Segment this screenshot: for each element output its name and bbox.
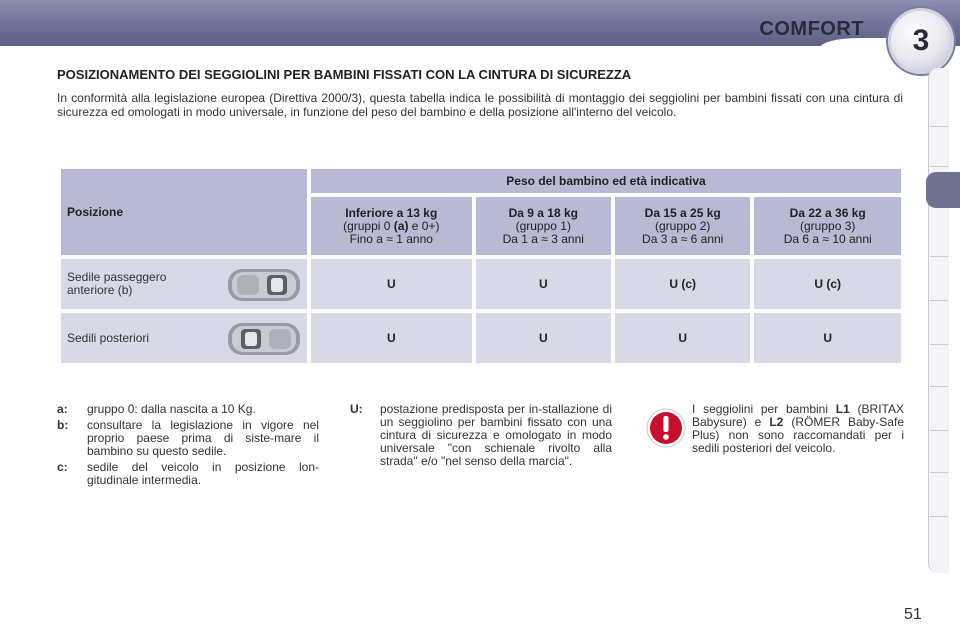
car-rear-seat-icon — [227, 321, 301, 357]
section-title: POSIZIONAMENTO DEI SEGGIOLINI PER BAMBINI FISSATI CON LA CINTURA DI SICUREZZA — [57, 67, 632, 82]
column-header: Da 15 a 25 kg (gruppo 2) Da 3 a ≈ 6 anni — [615, 197, 750, 255]
table-cell: U — [476, 313, 611, 363]
tab-divider — [930, 430, 948, 431]
car-front-seat-icon — [227, 267, 301, 303]
table-cell: U (c) — [754, 259, 901, 309]
weight-group-header: Peso del bambino ed età indicativa — [311, 169, 901, 193]
chapter-tab-active[interactable] — [926, 172, 960, 208]
tab-divider — [930, 516, 948, 517]
position-header: Posizione — [61, 169, 307, 255]
child-seat-table — [57, 165, 905, 367]
tab-divider — [930, 256, 948, 257]
table-cell: U (c) — [615, 259, 750, 309]
page-number: 51 — [904, 606, 922, 623]
footnote-u: U: postazione predisposta per in-stallazione di un seggiolino per bambini fissato con una cintura di sicurezza e omologato in modo universale "con schienale rivolto alla strada" e/o "nel senso della marcia". — [350, 402, 612, 468]
tab-divider — [930, 166, 948, 167]
tab-divider — [930, 386, 948, 387]
table-cell: U — [476, 259, 611, 309]
tab-divider — [930, 344, 948, 345]
table-cell: U — [754, 313, 901, 363]
table-row — [61, 259, 901, 309]
tab-divider — [930, 300, 948, 301]
column-header: Da 22 a 36 kg (gruppo 3) Da 6 a ≈ 10 anni — [754, 197, 901, 255]
footnote-b: b: consultare la legislazione in vigore nel proprio paese prima di siste-mare il bambino su questo sedile. — [57, 418, 319, 458]
intro-paragraph: In conformità alla legislazione europea (Direttiva 2000/3), questa tabella indica le possibilità di montaggio dei seggiolini per bambini fissati con una cintura di sicurezza ed omologati in modo universale, in funzione del peso del bambino e della posizione all'interno del veicolo. — [57, 91, 903, 119]
warning-text: I seggiolini per bambini L1 (BRITAX Babysure) e L2 (RÖMER Baby-Safe Plus) non sono raccomandati per i sedili posteriori del veicolo. — [692, 402, 905, 455]
chapter-number-badge: 3 — [888, 8, 954, 74]
row-label: Sedile passeggero anteriore (b) — [61, 259, 307, 309]
chapter-title: COMFORT — [759, 18, 864, 40]
tab-divider — [930, 126, 948, 127]
chapter-tab-strip — [928, 68, 949, 573]
footnote-c: c: sedile del veicolo in posizione lon-gitudinale intermedia. — [57, 460, 319, 487]
footnote-a: a: gruppo 0: dalla nascita a 10 Kg. — [57, 402, 256, 416]
table-cell: U — [311, 259, 472, 309]
footnotes — [57, 403, 319, 490]
tab-divider — [930, 472, 948, 473]
column-header: Inferiore a 13 kg (gruppi 0 (a) e 0+) Fino a ≈ 1 anno — [311, 197, 472, 255]
table-cell: U — [615, 313, 750, 363]
row-label: Sedili posteriori — [61, 313, 307, 363]
exclamation-warning-icon — [646, 408, 686, 448]
table-cell: U — [311, 313, 472, 363]
column-header: Da 9 a 18 kg (gruppo 1) Da 1 a ≈ 3 anni — [476, 197, 611, 255]
table-row — [61, 313, 901, 363]
